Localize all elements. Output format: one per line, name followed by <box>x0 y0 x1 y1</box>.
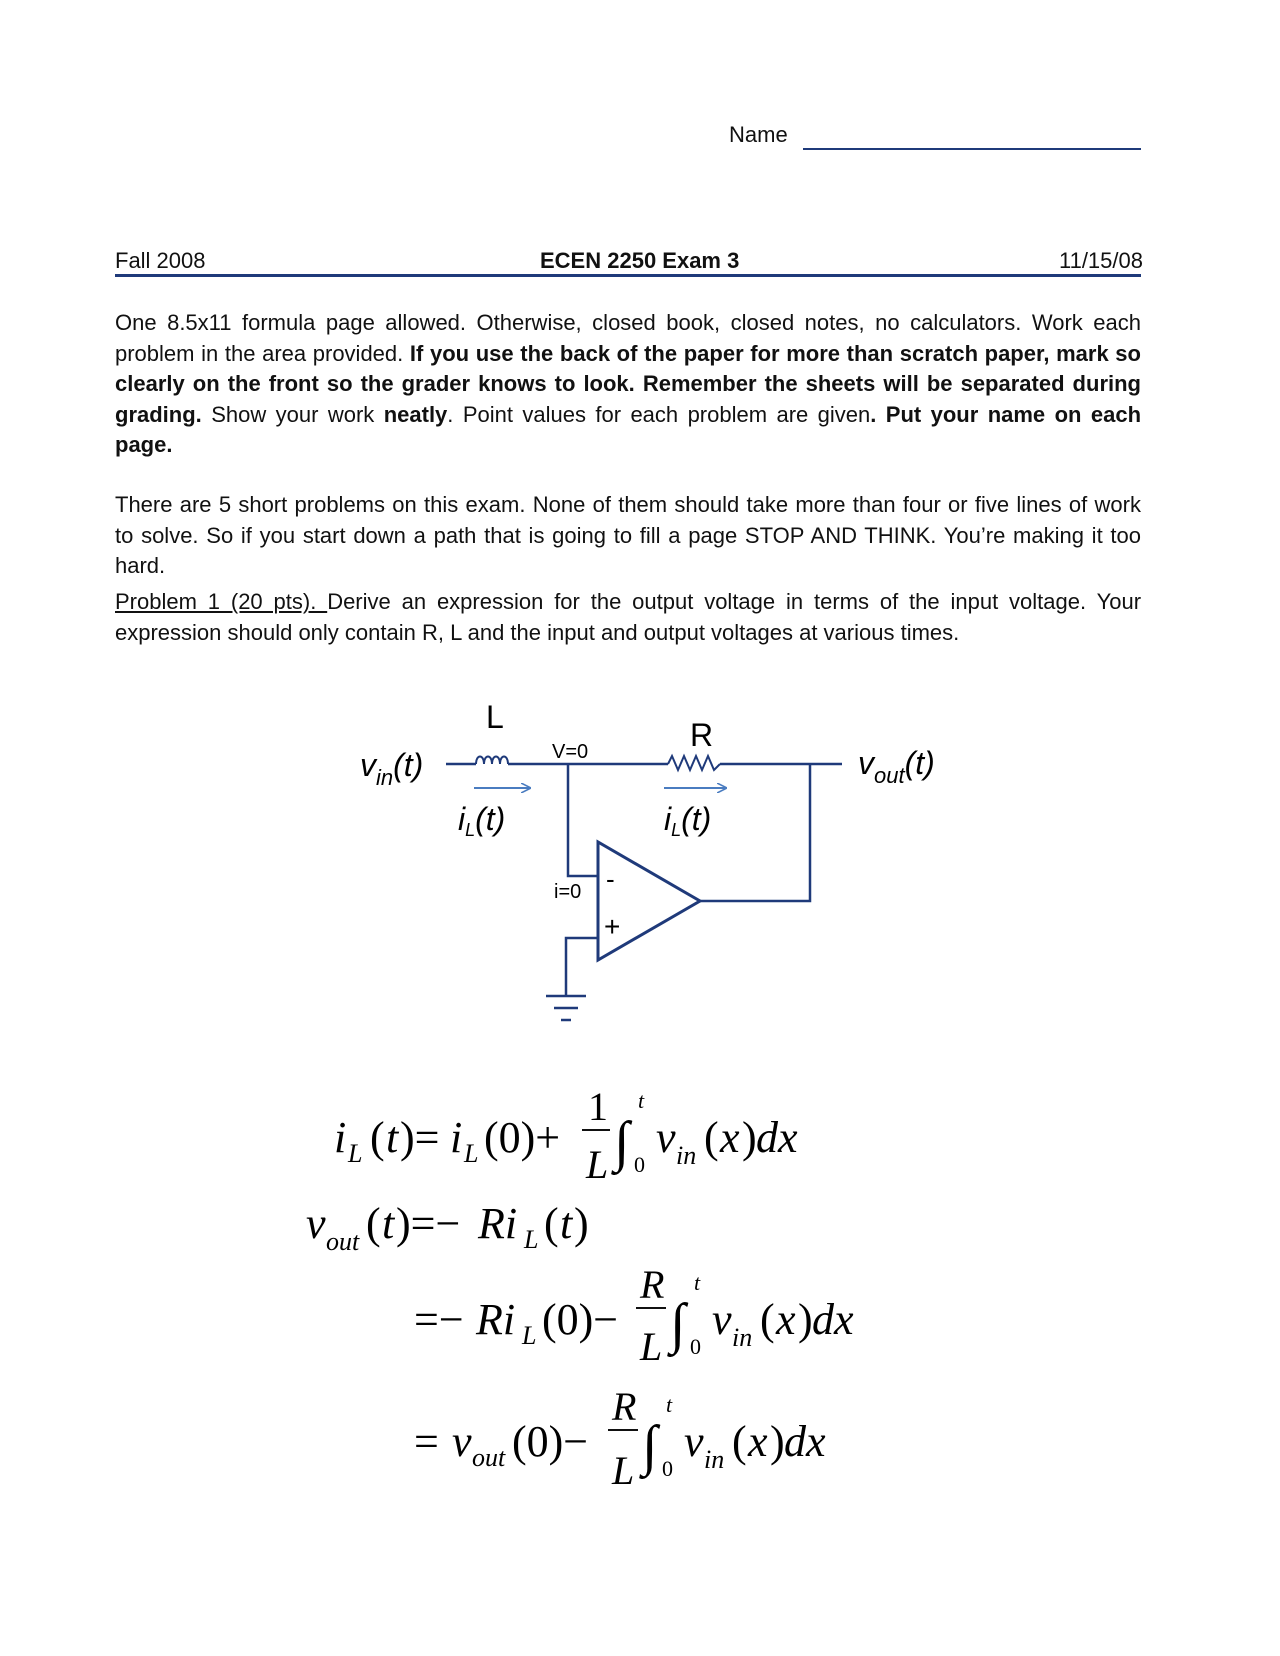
svg-text:v: v <box>452 1417 472 1466</box>
svg-text:Ri: Ri <box>478 1199 518 1248</box>
svg-text:L: L <box>348 1139 363 1168</box>
fraction-numerator-one: 1 <box>588 1084 608 1129</box>
instructions-bold-2: . Put your name on each page. <box>115 401 1142 457</box>
svg-text:x: x <box>720 1113 740 1162</box>
svg-text:L: L <box>524 1225 539 1254</box>
svg-text:t: t <box>694 1270 701 1295</box>
vout-label: $v_{out}(t)$ <box>858 745 935 788</box>
svg-text:in: in <box>704 1445 725 1474</box>
term-label: Fall 2008 <box>115 248 206 273</box>
op-amp <box>598 842 700 960</box>
svg-text:)=: )= <box>400 1113 440 1162</box>
exam-overview-paragraph: There are 5 short problems on this exam. None of them should take more than four or five lines of work to solve. So if you start down a path that is going to fill a page STOP AND THINK. You’re making it too hard. <box>115 492 1141 578</box>
svg-text:(: ( <box>760 1295 775 1344</box>
vin-label: $v_{in}(t)$ <box>360 747 424 790</box>
svg-text:L: L <box>464 1139 479 1168</box>
svg-text:L: L <box>522 1321 537 1350</box>
svg-text:0: 0 <box>662 1456 673 1481</box>
inductor <box>476 757 508 765</box>
svg-text:∫: ∫ <box>614 1111 630 1173</box>
svg-text:in: in <box>732 1323 753 1352</box>
svg-text:∫: ∫ <box>642 1415 658 1477</box>
instructions-text-3: . Point values for each problem are given <box>447 401 871 427</box>
fraction-denominator-L: L <box>586 1142 609 1187</box>
svg-text:dx: dx <box>812 1295 854 1344</box>
svg-text:t: t <box>382 1199 395 1248</box>
exam-title: ECEN 2250 Exam 3 <box>540 248 740 273</box>
svg-text:v: v <box>684 1417 704 1466</box>
svg-text:): ) <box>798 1295 813 1344</box>
svg-text:dx: dx <box>784 1417 826 1466</box>
exam-date: 11/15/08 <box>1058 248 1143 273</box>
svg-text:): ) <box>742 1113 757 1162</box>
instructions-bold-1: If you use the back of the paper for more than scratch paper, mark so clearly on the front so the grader knows to look. Remember the sheets will be separated during grading. <box>115 340 1141 427</box>
equation-vout <box>306 1199 589 1256</box>
svg-text:=−: =− <box>414 1295 464 1344</box>
svg-text:(0)−: (0)− <box>512 1417 589 1466</box>
svg-text:)=−: )=− <box>396 1199 461 1248</box>
svg-text:v: v <box>306 1199 326 1248</box>
svg-text:∫: ∫ <box>670 1293 686 1355</box>
svg-text:(: ( <box>370 1113 385 1162</box>
svg-text:dx: dx <box>756 1113 798 1162</box>
svg-text:(0)+: (0)+ <box>484 1113 561 1162</box>
svg-text:=: = <box>414 1417 439 1466</box>
name-label: Name <box>729 122 788 147</box>
instructions-text-1: One 8.5x11 formula page allowed. Otherwise, closed book, closed notes, no calculators. Work each problem in the area provided. <box>115 310 1141 366</box>
inductor-label: L <box>486 699 504 735</box>
svg-text:t: t <box>560 1199 573 1248</box>
resistor-label: R <box>690 717 714 753</box>
wire-feedback <box>700 764 810 901</box>
svg-text:R: R <box>640 1262 665 1307</box>
instructions-text-2: Show your work <box>201 401 384 427</box>
wire-noninverting-input <box>566 938 598 996</box>
svg-text:t: t <box>666 1392 673 1417</box>
input-current-label: i=0 <box>554 881 582 903</box>
svg-text:i: i <box>450 1113 463 1162</box>
svg-text:(: ( <box>732 1417 747 1466</box>
svg-text:x: x <box>748 1417 768 1466</box>
svg-text:out: out <box>472 1443 506 1472</box>
svg-text:x: x <box>776 1295 796 1344</box>
svg-text:v: v <box>712 1295 732 1344</box>
node-voltage-label: V=0 <box>552 741 589 763</box>
current-label-right: iL(t) <box>664 801 712 840</box>
problem-1-text: Derive an expression for the output voltage in terms of the input voltage. Your expression should only contain R, L and the input and output voltages at various times. <box>115 589 1142 645</box>
svg-text:t: t <box>386 1113 399 1162</box>
op-amp-plus: + <box>604 911 621 942</box>
svg-text:(: ( <box>704 1113 719 1162</box>
svg-text:R: R <box>612 1384 637 1429</box>
svg-text:Ri: Ri <box>476 1295 516 1344</box>
svg-text:0: 0 <box>634 1152 645 1177</box>
svg-text:): ) <box>770 1417 785 1466</box>
instructions-bold-neatly: neatly <box>383 401 448 427</box>
equation-step-4 <box>414 1384 826 1493</box>
svg-text:L: L <box>640 1324 663 1369</box>
svg-text:(0)−: (0)− <box>542 1295 619 1344</box>
svg-text:(: ( <box>544 1199 559 1248</box>
op-amp-minus: - <box>606 864 615 894</box>
svg-text:i: i <box>334 1113 347 1162</box>
svg-text:L: L <box>612 1448 635 1493</box>
svg-text:out: out <box>326 1227 360 1256</box>
ground-symbol <box>546 996 586 1020</box>
resistor <box>668 756 720 770</box>
equation-step-3 <box>414 1262 854 1369</box>
current-label-left: iL(t) <box>458 801 506 840</box>
svg-text:v: v <box>656 1113 676 1162</box>
svg-text:(: ( <box>366 1199 381 1248</box>
svg-text:t: t <box>638 1088 645 1113</box>
svg-text:): ) <box>574 1199 589 1248</box>
problem-1-heading: Problem 1 (20 pts). <box>115 589 328 614</box>
svg-text:in: in <box>676 1141 697 1170</box>
svg-text:0: 0 <box>690 1334 701 1359</box>
equation-current <box>334 1084 798 1187</box>
wire-inverting-input <box>568 764 598 876</box>
